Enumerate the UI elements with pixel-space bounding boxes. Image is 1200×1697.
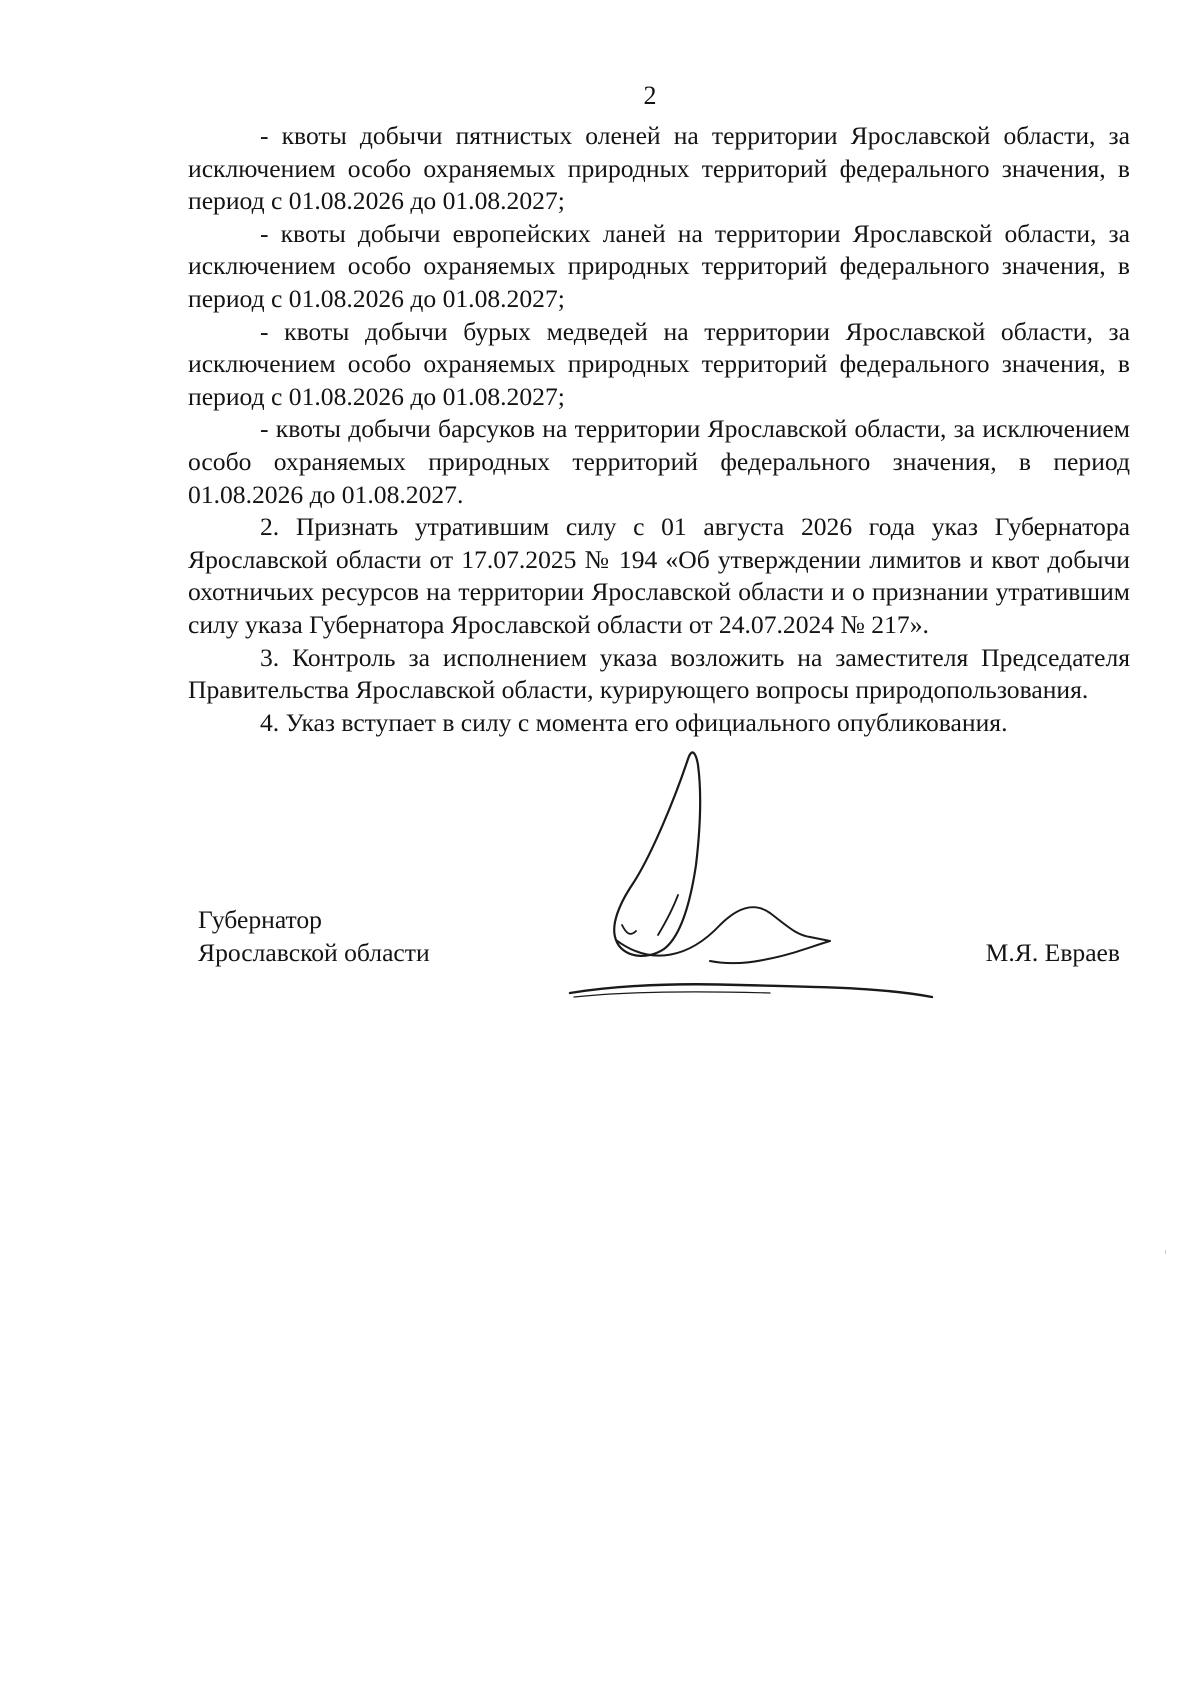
signer-position-line-2: Ярославской области: [198, 938, 430, 967]
page-number: 2: [643, 81, 657, 110]
document-body: [188, 120, 1130, 739]
quota-item-deer: - квоты добычи пятнистых оленей на территории Ярославской области, за исключением особо охраняемых природных территорий федерального значения, в период с 01.08.2026 до 01.08.2027;: [188, 121, 1130, 216]
quota-item-badger: - квоты добычи барсуков на территории Ярославской области, за исключением особо охраняемых природных территорий федерального значения, в период 01.08.2026 до 01.08.2027.: [188, 414, 1130, 509]
clause-4-effective: 4. Указ вступает в силу с момента его официального опубликования.: [260, 707, 1008, 737]
scan-speck: [1165, 1250, 1166, 1254]
quota-item-brown-bear: - квоты добычи бурых медведей на территории Ярославской области, за исключением особо охраняемых природных территорий федерального значения, в период с 01.08.2026 до 01.08.2027;: [188, 316, 1130, 411]
quota-item-fallow-deer: - квоты добычи европейских ланей на территории Ярославской области, за исключением особо охраняемых природных территорий федерального значения, в период с 01.08.2026 до 01.08.2027;: [188, 218, 1130, 313]
signer-position-line-1: Губернатор: [198, 905, 322, 934]
clause-2-repeal: 2. Признать утратившим силу с 01 августа 2026 года указ Губернатора Ярославской области от 17.07.2025 № 194 «Об утверждении лимитов и квот добычи охотничьих ресурсов на территории Ярославской области и о признании утратившим силу указа Губернатора Ярославской области от 24.07.2024 № 217».: [188, 512, 1130, 639]
signer-name: М.Я. Евраев: [985, 938, 1120, 967]
clause-3-control: 3. Контроль за исполнением указа возложить на заместителя Председателя Правительства Ярославской области, курирующего вопросы природопользования.: [188, 642, 1130, 705]
handwritten-signature-icon: [560, 735, 1020, 1025]
